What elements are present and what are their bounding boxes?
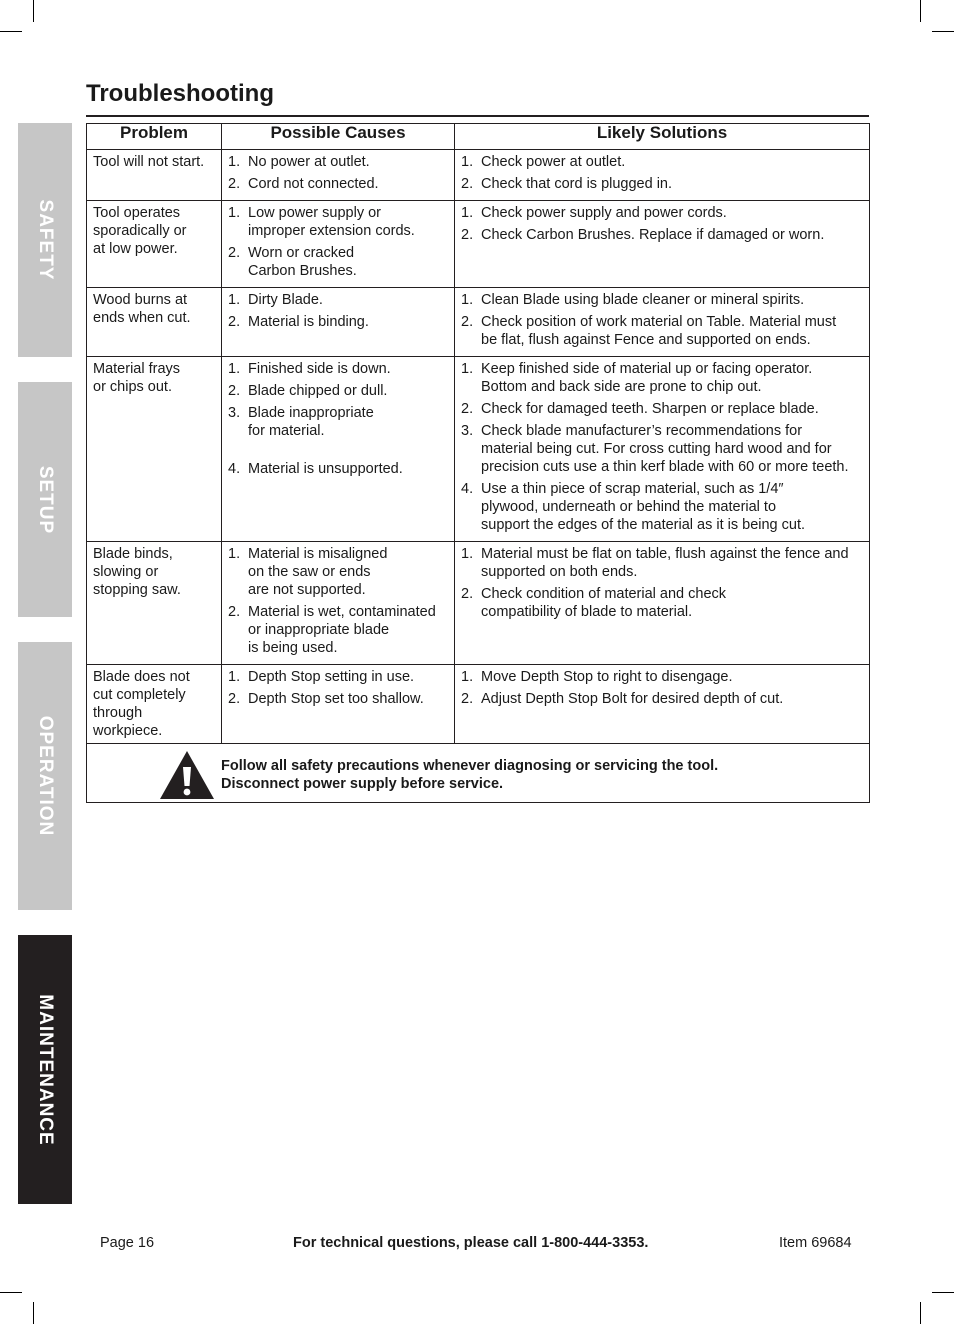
column-header-problem: Problem (87, 124, 222, 150)
list-number: 4. (461, 481, 474, 497)
list-text: improper extension cords. (248, 223, 415, 239)
tab-label: SETUP (35, 465, 56, 534)
list-text: Low power supply or (248, 205, 381, 221)
list-text: Carbon Brushes. (248, 263, 357, 279)
problem-cell (87, 201, 222, 288)
list-number: 2. (461, 176, 474, 192)
column-header-causes: Possible Causes (222, 124, 455, 150)
causes-cell (222, 357, 455, 542)
list-text: Check power supply and power cords. (481, 205, 727, 221)
list-text: Material is binding. (248, 314, 369, 330)
safety-note-text (221, 757, 718, 793)
tab-safety[interactable] (18, 123, 72, 357)
list-text: Blade chipped or dull. (248, 383, 388, 399)
list-text: Bottom and back side are prone to chip out. (481, 379, 762, 395)
cause-item (222, 175, 454, 193)
list-number: 2. (461, 586, 474, 602)
list-text: Material is wet, contaminated (248, 604, 436, 620)
list-number: 1. (461, 361, 474, 377)
problem-text: at low power. (93, 241, 178, 257)
problem-text: slowing or (93, 564, 159, 580)
cause-item (222, 404, 454, 440)
problem-text: through (93, 705, 143, 721)
title-divider (86, 115, 869, 117)
list-text: Material is misaligned (248, 546, 388, 562)
column-header-solutions: Likely Solutions (455, 124, 870, 150)
cause-item (222, 360, 454, 378)
list-text: are not supported. (248, 582, 366, 598)
table-row (87, 357, 870, 542)
list-text: Check power at outlet. (481, 154, 626, 170)
list-text: plywood, underneath or behind the material to (481, 499, 777, 515)
list-text: precision cuts use a thin kerf blade with 60 or more teeth. (481, 459, 849, 475)
cause-item (222, 244, 454, 280)
list-number: 2. (461, 227, 474, 243)
solution-item (455, 291, 869, 309)
solutions-cell (455, 357, 870, 542)
list-number: 2. (228, 604, 241, 620)
cause-item (222, 204, 454, 240)
cause-item (222, 153, 454, 171)
list-text: Keep finished side of material up or facing operator. (481, 361, 813, 377)
list-text: Cord not connected. (248, 176, 379, 192)
page-title: Troubleshooting (86, 80, 274, 107)
list-text: Depth Stop set too shallow. (248, 691, 424, 707)
list-text: Depth Stop setting in use. (248, 669, 415, 685)
solution-item (455, 400, 869, 418)
cause-item (222, 603, 454, 657)
tab-maintenance[interactable] (18, 935, 72, 1204)
list-number: 2. (228, 314, 241, 330)
problem-text: Material frays (93, 361, 181, 377)
list-number: 3. (461, 423, 474, 439)
table-row (87, 665, 870, 744)
causes-cell (222, 288, 455, 357)
solution-item (455, 585, 869, 621)
list-text: Adjust Depth Stop Bolt for desired depth of cut. (481, 691, 784, 707)
list-number: 1. (228, 154, 241, 170)
crop-mark (932, 1292, 954, 1293)
problem-text: Tool operates (93, 205, 181, 221)
list-text: Move Depth Stop to right to disengage. (481, 669, 733, 685)
tab-label: OPERATION (35, 715, 56, 837)
list-text: for material. (248, 423, 325, 439)
problem-text: stopping saw. (93, 582, 181, 598)
list-text: Check position of work material on Table. Material must (481, 314, 837, 330)
problem-cell (87, 150, 222, 201)
tab-setup[interactable] (18, 382, 72, 617)
solution-item (455, 313, 869, 349)
tab-label: SAFETY (35, 199, 56, 281)
footer-page-number: Page 16 (100, 1235, 155, 1251)
list-text: Worn or cracked (248, 245, 355, 261)
cause-item (222, 313, 454, 331)
solution-item (455, 422, 869, 476)
problem-text: ends when cut. (93, 310, 191, 326)
solution-item (455, 690, 869, 708)
solution-item (455, 668, 869, 686)
table-row (87, 201, 870, 288)
problem-cell (87, 288, 222, 357)
crop-mark (33, 1302, 34, 1324)
list-number: 1. (228, 669, 241, 685)
solution-item (455, 545, 869, 581)
table-header-row (87, 124, 870, 150)
problem-text: workpiece. (93, 723, 163, 739)
crop-mark (0, 1292, 22, 1293)
warning-triangle-icon (159, 750, 215, 800)
list-text: Blade inappropriate (248, 405, 374, 421)
crop-mark (0, 31, 22, 32)
list-text: Material is unsupported. (248, 461, 403, 477)
safety-note-line: Follow all safety precautions whenever diagnosing or servicing the tool. (221, 758, 719, 774)
problem-cell (87, 542, 222, 665)
list-text: support the edges of the material as it is being cut. (481, 517, 806, 533)
crop-mark (920, 1302, 921, 1324)
crop-mark (932, 31, 954, 32)
list-number: 2. (228, 691, 241, 707)
list-number: 3. (228, 405, 241, 421)
solution-item (455, 226, 869, 244)
problem-cell (87, 357, 222, 542)
cause-item (222, 668, 454, 686)
solution-item (455, 175, 869, 193)
safety-note-row (87, 744, 870, 803)
list-text: material being cut. For cross cutting hard wood and for (481, 441, 832, 457)
table-body (87, 150, 870, 744)
solution-item (455, 204, 869, 222)
cause-item (222, 690, 454, 708)
list-text: be flat, flush against Fence and supported on ends. (481, 332, 811, 348)
causes-cell (222, 150, 455, 201)
list-number: 1. (228, 205, 241, 221)
problem-text: Wood burns at (93, 292, 188, 308)
list-number: 2. (228, 383, 241, 399)
list-text: Check condition of material and check (481, 586, 727, 602)
cause-item (222, 291, 454, 309)
problem-text: cut completely (93, 687, 186, 703)
problem-text: sporadically or (93, 223, 187, 239)
list-number: 2. (228, 245, 241, 261)
footer-contact: For technical questions, please call 1-800-444-3353. (293, 1235, 649, 1251)
tab-operation[interactable] (18, 642, 72, 910)
list-text: Material must be flat on table, flush against the fence and (481, 546, 849, 562)
solutions-cell (455, 542, 870, 665)
list-number: 1. (461, 154, 474, 170)
problem-text: or chips out. (93, 379, 172, 395)
list-number: 2. (228, 176, 241, 192)
list-text: on the saw or ends (248, 564, 371, 580)
list-text: or inappropriate blade (248, 622, 390, 638)
list-text: Check blade manufacturer’s recommendations for (481, 423, 803, 439)
causes-cell (222, 542, 455, 665)
problem-text: Tool will not start. (93, 154, 205, 170)
crop-mark (920, 0, 921, 22)
cause-item (222, 545, 454, 599)
list-number: 1. (461, 669, 474, 685)
problem-text: Blade does not (93, 669, 190, 685)
list-number: 2. (461, 314, 474, 330)
list-number: 1. (228, 292, 241, 308)
list-text: Use a thin piece of scrap material, such as 1/4″ (481, 481, 784, 497)
problem-cell (87, 665, 222, 744)
safety-note-line: Disconnect power supply before service. (221, 776, 504, 792)
footer-item-number: Item 69684 (779, 1235, 852, 1251)
troubleshooting-table (86, 123, 870, 803)
list-number: 1. (461, 546, 474, 562)
list-text: is being used. (248, 640, 338, 656)
safety-note (87, 744, 869, 802)
list-text: Check for damaged teeth. Sharpen or replace blade. (481, 401, 819, 417)
list-number: 4. (228, 461, 241, 477)
list-number: 2. (461, 691, 474, 707)
solution-item (455, 360, 869, 396)
problem-text: Blade binds, (93, 546, 173, 562)
list-text: Check Carbon Brushes. Replace if damaged or worn. (481, 227, 825, 243)
safety-note-cell (87, 744, 870, 803)
list-number: 1. (228, 546, 241, 562)
solutions-cell (455, 288, 870, 357)
list-text: compatibility of blade to material. (481, 604, 693, 620)
table-row (87, 150, 870, 201)
list-text: Dirty Blade. (248, 292, 323, 308)
causes-cell (222, 201, 455, 288)
list-number: 1. (228, 361, 241, 377)
solutions-cell (455, 150, 870, 201)
cause-item (222, 460, 454, 478)
causes-cell (222, 665, 455, 744)
cause-item (222, 382, 454, 400)
list-text: supported on both ends. (481, 564, 638, 580)
list-text: No power at outlet. (248, 154, 370, 170)
tab-label: MAINTENANCE (35, 993, 56, 1146)
list-number: 1. (461, 205, 474, 221)
solution-item (455, 480, 869, 534)
list-number: 2. (461, 401, 474, 417)
table-row (87, 542, 870, 665)
solution-item (455, 153, 869, 171)
table-row (87, 288, 870, 357)
list-text: Finished side is down. (248, 361, 391, 377)
list-text: Check that cord is plugged in. (481, 176, 673, 192)
solutions-cell (455, 665, 870, 744)
solutions-cell (455, 201, 870, 288)
crop-mark (33, 0, 34, 22)
list-number: 1. (461, 292, 474, 308)
list-text: Clean Blade using blade cleaner or mineral spirits. (481, 292, 805, 308)
